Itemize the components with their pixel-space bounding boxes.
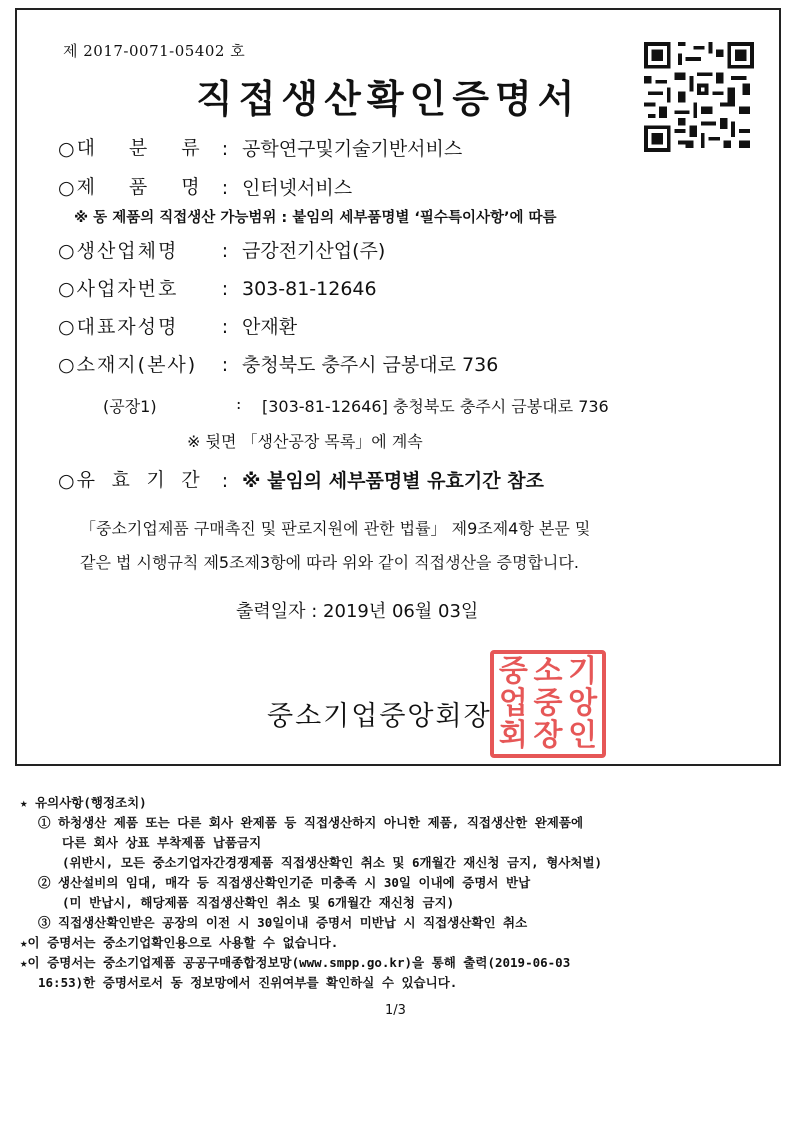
document-title: 직접생산확인증명서 xyxy=(196,77,581,121)
field-category: ○ 대 분 류 : 공학연구및기술기반서비스 xyxy=(58,137,463,160)
address-value: 충청북도 충주시 금봉대로 736 xyxy=(242,354,499,376)
factory-label: (공장1) xyxy=(103,397,157,416)
scope-note: ※ 동 제품의 직접생산 가능범위 : 붙임의 세부품명별 ‘필수특이사항’에 따름 xyxy=(74,210,557,226)
cautions-section: ★ 유의사항(행정조치) ① 하청생산 제품 또는 다른 회사 완제품 등 직접생산하지 아니한 제품, 직접생산한 완제품에 다른 회사 상표 부착제품 납품금지 (위반시, 모든 중소기업자간경쟁제품 직접생산확인 취소 및 6개월간 재신청 금지, 형사처벌) ② 생산설비의 임대, 매각 등 직접생산확인기준 미충족 시 30일 이내에 증명서 반납 (미 반납시, 해당제품 직접생산확인 취소 및 6개월간 재신청 금지) ③ 직접생산확인받은 공장의 이전 시 30일이내 증명서 미반납 시 직접생산확인 취소 ★이 증명서는 중소기업확인용으로 사용할 수 없습니다. ★이 증명서는 중소기업제품 공공구매종합정보망(www.smpp.go.kr)을 통해 출력(2019-06-03 16:53)한 증명서로서 동 정보망에서 진위여부를 확인하실 수 있습니다. xyxy=(20,795,603,990)
factory-note: ※ 뒷면 「생산공장 목록」에 계속 xyxy=(187,432,423,451)
field-company: ○생산업체명 : 금강전기산업(주) xyxy=(58,240,386,262)
qr-code-icon[interactable] xyxy=(644,42,754,152)
field-address: ○소재지(본사) : 충청북도 충주시 금봉대로 736 xyxy=(58,354,499,376)
certificate-number: 제 2017-0071-05402 호 xyxy=(63,42,246,60)
field-representative: ○대표자성명 : 안재환 xyxy=(58,316,298,338)
output-date: 출력일자 : 2019년 06월 03일 xyxy=(236,601,479,622)
product-value: 인터넷서비스 xyxy=(242,177,353,199)
official-seal-icon: 중 소 기 업 중 앙 회 장 인 xyxy=(490,650,606,758)
cautions-header: ★ 유의사항(행정조치) xyxy=(20,795,147,810)
field-validity: ○ 유 효 기 간 : ※ 붙임의 세부품명별 유효기간 참조 xyxy=(58,469,544,492)
business-number-value: 303-81-12646 xyxy=(242,278,377,300)
factory-colon: : xyxy=(236,394,242,413)
law-text: 「중소기업제품 구매촉진 및 판로지원에 관한 법률」 제9조제4항 본문 및 같은 법 시행규칙 제5조제3항에 따라 위와 같이 직접생산을 증명합니다. xyxy=(80,519,591,572)
issuer-name: 중소기업중앙회장 xyxy=(267,701,492,732)
validity-value: ※ 붙임의 세부품명별 유효기간 참조 xyxy=(242,470,544,492)
category-value: 공학연구및기술기반서비스 xyxy=(242,138,463,160)
company-value: 금강전기산업(주) xyxy=(242,240,386,262)
page-number: 1/3 xyxy=(385,1003,406,1018)
representative-value: 안재환 xyxy=(242,316,298,338)
field-business-number: ○사업자번호 : 303-81-12646 xyxy=(58,278,377,300)
field-product: ○ 제 품 명 : 인터넷서비스 xyxy=(58,176,353,199)
factory-value: [303-81-12646] 충청북도 충주시 금봉대로 736 xyxy=(262,397,609,416)
